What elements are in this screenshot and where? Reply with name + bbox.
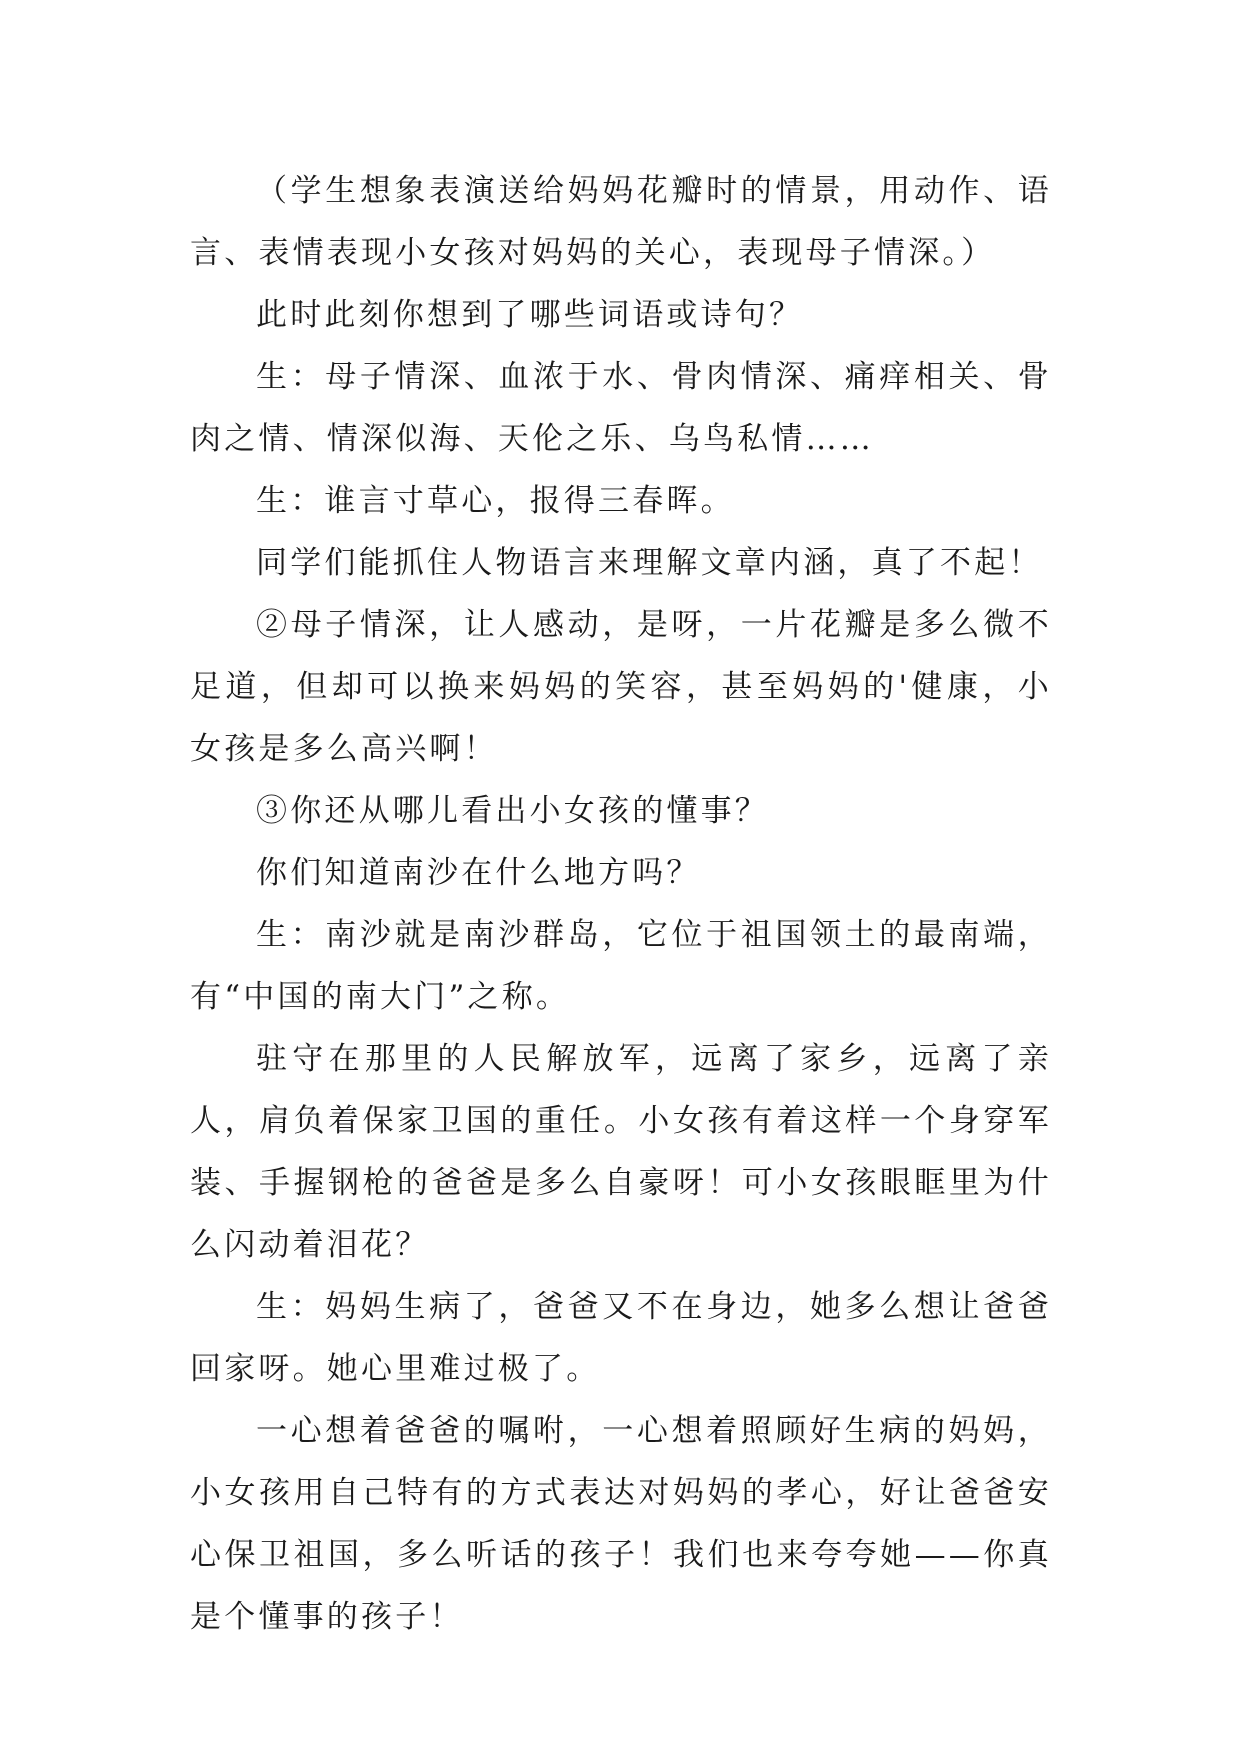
paragraph-answer-nansha: 生：南沙就是南沙群岛，它位于祖国领土的最南端，有“中国的南大门”之称。 bbox=[190, 917, 1052, 1015]
document-page bbox=[190, 160, 1052, 1648]
paragraph-question-nansha: 你们知道南沙在什么地方吗？ bbox=[256, 855, 701, 891]
paragraph-praise: 同学们能抓住人物语言来理解文章内涵，真了不起！ bbox=[256, 545, 1043, 581]
paragraph-answer-poem: 生：谁言寸草心，报得三春晖。 bbox=[256, 483, 735, 519]
paragraph-soldiers: 驻守在那里的人民解放军，远离了家乡，远离了亲人，肩负着保家卫国的重任。小女孩有着这样一个身穿军装、手握钢枪的爸爸是多么自豪呀！可小女孩眼眶里为什么闪动着泪花？ bbox=[190, 1041, 1052, 1263]
paragraph-answer-idioms: 生：母子情深、血浓于水、骨肉情深、痛痒相关、骨肉之情、情深似海、天伦之乐、乌鸟私情…… bbox=[190, 359, 1052, 457]
paragraph-answer-sad: 生：妈妈生病了，爸爸又不在身边，她多么想让爸爸回家呀。她心里难过极了。 bbox=[190, 1289, 1052, 1387]
paragraph-point-three: ③你还从哪儿看出小女孩的懂事？ bbox=[256, 793, 769, 829]
paragraph-student-performance: （学生想象表演送给妈妈花瓣时的情景，用动作、语言、表情表现小女孩对妈妈的关心，表现母子情深。） bbox=[190, 173, 1052, 271]
paragraph-question-words: 此时此刻你想到了哪些词语或诗句？ bbox=[256, 297, 804, 333]
paragraph-point-two: ②母子情深，让人感动，是呀，一片花瓣是多么微不足道，但却可以换来妈妈的笑容，甚至妈妈的'健康，小女孩是多么高兴啊！ bbox=[190, 607, 1052, 767]
paragraph-conclusion: 一心想着爸爸的嘱咐，一心想着照顾好生病的妈妈，小女孩用自己特有的方式表达对妈妈的孝心，好让爸爸安心保卫祖国，多么听话的孩子！我们也来夸夸她——你真是个懂事的孩子！ bbox=[190, 1413, 1052, 1635]
